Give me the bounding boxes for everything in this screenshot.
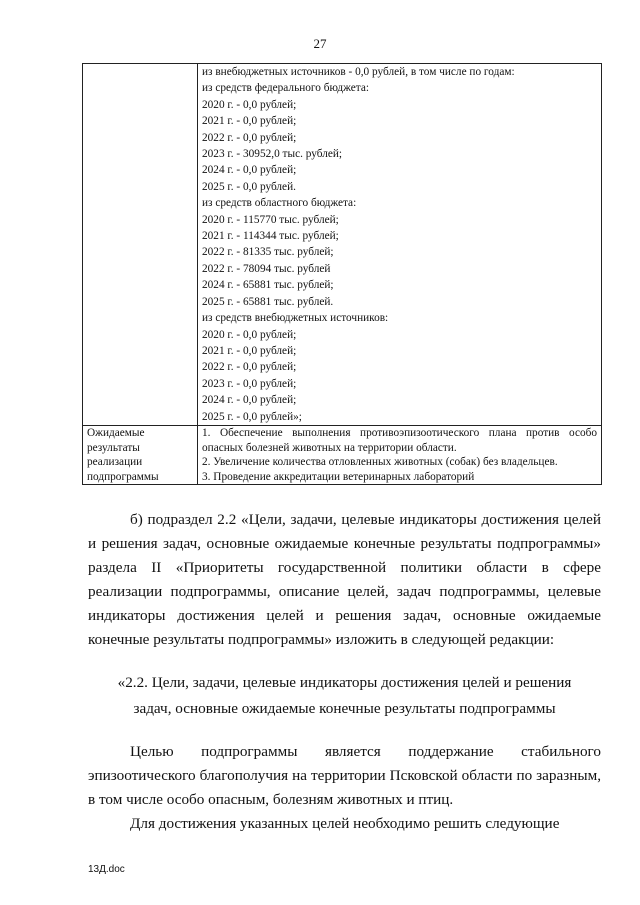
financing-line: 2024 г. - 0,0 рублей; (202, 164, 297, 177)
financing-line: 2024 г. - 0,0 рублей; (202, 394, 297, 407)
financing-line: из внебюджетных источников - 0,0 рублей, в том числе по годам: (202, 66, 515, 78)
paragraph-goal (88, 740, 601, 812)
financing-line: 2021 г. - 0,0 рублей; (202, 344, 297, 357)
results-label-line: Ожидаемые (87, 426, 145, 439)
financing-line: из средств внебюджетных источников: (202, 312, 389, 325)
paragraph-tasks-text: Для достижения указанных целей необходимо решить следующие (130, 815, 560, 832)
table-cell-results-label (83, 425, 198, 484)
table-cell-results (198, 425, 602, 484)
section-heading-line: задач, основные ожидаемые конечные результаты подпрограммы (133, 700, 556, 717)
financing-line: из средств областного бюджета: (202, 197, 357, 210)
footer-filename: 13Д.doc (88, 864, 125, 875)
financing-line: из средств федерального бюджета: (202, 82, 369, 95)
financing-line: 2025 г. - 0,0 рублей. (202, 180, 296, 193)
financing-line: 2024 г. - 65881 тыс. рублей; (202, 279, 334, 292)
paragraph-goal-text: Целью подпрограммы является поддержание стабильного эпизоотического благополучия на территории Псковской области по заразным, в том числе особо опасным, болезням животных и птиц. (88, 743, 601, 808)
section-heading-line: «2.2. Цели, задачи, целевые индикаторы достижения целей и решения (117, 674, 572, 691)
section-heading (88, 670, 601, 722)
result-item: 2. Увеличение количества отловленных животных (собак) без владельцев. (202, 456, 558, 469)
financing-line: 2022 г. - 0,0 рублей; (202, 361, 297, 374)
table-cell-financing (198, 64, 602, 426)
result-item: 1. Обеспечение выполнения противоэпизоотического плана против особо опасных болезней животных на территории области. (202, 426, 597, 454)
financing-line: 2023 г. - 30952,0 тыс. рублей; (202, 148, 343, 161)
financing-line: 2021 г. - 0,0 рублей; (202, 115, 297, 128)
paragraph-tasks (88, 812, 601, 836)
financing-line: 2025 г. - 0,0 рублей»; (202, 410, 302, 423)
table-cell-left-empty (83, 64, 198, 426)
table-row-results (83, 425, 602, 484)
paragraph-amendment-text: б) подраздел 2.2 «Цели, задачи, целевые индикаторы достижения целей и решения задач, основные ожидаемые конечные результаты подпрограммы» раздела II «Приоритеты государственной политики области в сфере реализации подпрограммы, описание целей, задач подпрограммы, целевые индикаторы достижения целей и решения задач, основные ожидаемые конечные результаты подпрограммы» изложить в следующей редакции: (88, 511, 601, 648)
results-label-line: реализации (87, 456, 143, 469)
financing-line: 2022 г. - 81335 тыс. рублей; (202, 246, 334, 259)
financing-line: 2020 г. - 0,0 рублей; (202, 98, 297, 111)
page-number: 27 (313, 36, 327, 51)
table-row-financing (83, 64, 602, 426)
financing-line: 2020 г. - 0,0 рублей; (202, 328, 297, 341)
financing-line: 2025 г. - 65881 тыс. рублей. (202, 295, 334, 308)
result-item: 3. Проведение аккредитации ветеринарных лабораторий (202, 470, 475, 483)
financing-line: 2021 г. - 114344 тыс. рублей; (202, 230, 339, 243)
paragraph-amendment (88, 508, 601, 652)
financing-table (82, 63, 602, 485)
results-label-line: результаты (87, 441, 140, 454)
financing-line: 2022 г. - 78094 тыс. рублей (202, 262, 331, 275)
financing-line: 2020 г. - 115770 тыс. рублей; (202, 213, 339, 226)
financing-line: 2023 г. - 0,0 рублей; (202, 377, 297, 390)
financing-line: 2022 г. - 0,0 рублей; (202, 131, 297, 144)
results-label-line: подпрограммы (87, 470, 159, 483)
